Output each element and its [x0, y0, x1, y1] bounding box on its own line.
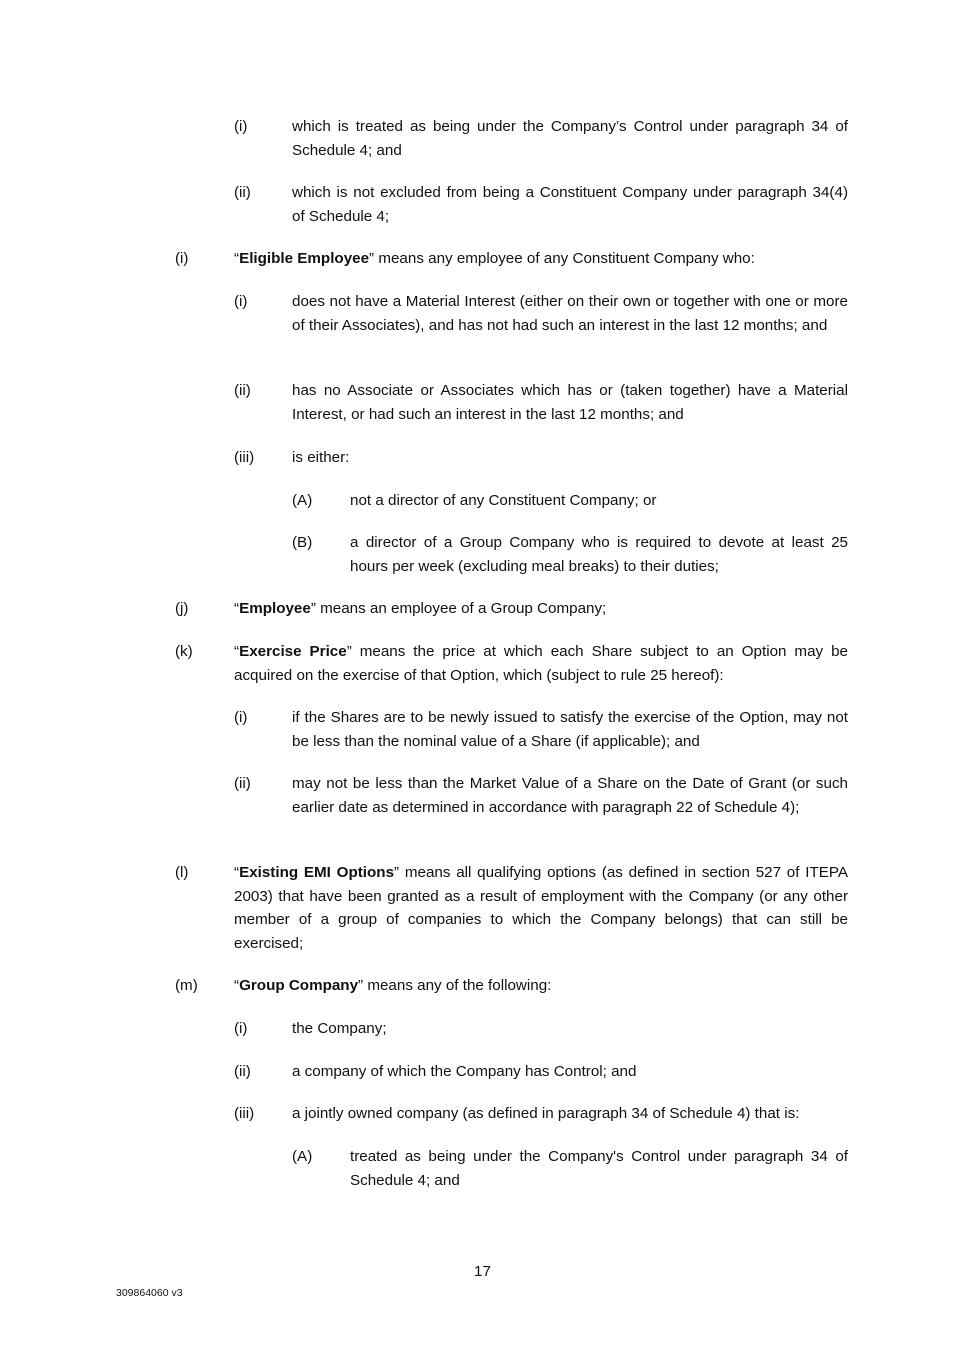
subclause-item: [0, 531, 965, 578]
clause-number: (iii): [234, 1105, 255, 1122]
definition-item: [0, 640, 965, 687]
subclause-item: [0, 1145, 965, 1192]
clause-text: may not be less than the Market Value of a Share on the Date of Grant (or such earlier date as determined in accordance with paragraph 22 of Schedule 4);: [292, 775, 848, 816]
clause-number: (A): [292, 492, 313, 509]
clause-text: which is not excluded from being a Constituent Company under paragraph 34(4) of Schedule 4;: [292, 184, 848, 225]
clause-text: treated as being under the Company's Control under paragraph 34 of Schedule 4; and: [350, 1148, 848, 1189]
clause-number: (i): [234, 1020, 248, 1037]
clause-item: [0, 1060, 965, 1084]
clause-text: a director of a Group Company who is required to devote at least 25 hours per week (excluding meal breaks) to their duties;: [350, 534, 848, 575]
clause-item: [0, 115, 965, 162]
definition-text: [234, 974, 848, 998]
definition-item: [0, 974, 965, 998]
clause-text: a jointly owned company (as defined in paragraph 34 of Schedule 4) that is:: [292, 1105, 800, 1122]
clause-number: (ii): [234, 382, 251, 399]
defined-term: Existing EMI Options: [239, 864, 395, 881]
clause-item: [0, 290, 965, 337]
definition-body: ” means the price at which each Share subject to an Option may be acquired on the exercise of that Option, which (subject to rule 25 hereof):: [234, 643, 848, 684]
clause-item: [0, 772, 965, 819]
clause-number: (k): [175, 643, 193, 660]
definition-body: ” means an employee of a Group Company;: [310, 600, 607, 617]
definition-text: [234, 861, 848, 955]
clause-number: (j): [175, 600, 189, 617]
clause-number: (ii): [234, 1063, 251, 1080]
definition-text: [234, 597, 848, 621]
clause-number: (i): [234, 118, 248, 135]
definition-text: [234, 640, 848, 687]
defined-term: Eligible Employee: [239, 250, 370, 267]
subclause-item: [0, 489, 965, 513]
clause-text: if the Shares are to be newly issued to satisfy the exercise of the Option, may not be less than the nominal value of a Share (if applicable); and: [292, 709, 848, 750]
clause-text: a company of which the Company has Control; and: [292, 1063, 637, 1080]
defined-term: Employee: [239, 600, 311, 617]
clause-number: (m): [175, 977, 198, 994]
definition-text: [234, 247, 848, 271]
definition-item: [0, 247, 965, 271]
clause-number: (i): [234, 709, 248, 726]
clause-item: [0, 1102, 965, 1126]
clause-number: (A): [292, 1148, 313, 1165]
open-quote: “: [234, 643, 240, 660]
definition-body: ” means all qualifying options (as defined in section 527 of ITEPA 2003) that have been granted as a result of employment with the Company (or any other member of a group of companies to which the Company belongs) that can still be exercised;: [234, 864, 848, 952]
open-quote: “: [234, 977, 240, 994]
clause-text: is either:: [292, 449, 350, 466]
clause-item: [0, 181, 965, 228]
defined-term: Group Company: [239, 977, 359, 994]
clause-number: (B): [292, 534, 313, 551]
open-quote: “: [234, 864, 240, 881]
clause-text: has no Associate or Associates which has or (taken together) have a Material Interest, or had such an interest in the last 12 months; and: [292, 382, 848, 423]
clause-number: (ii): [234, 184, 251, 201]
clause-text: the Company;: [292, 1020, 387, 1037]
clause-text: not a director of any Constituent Company; or: [350, 492, 657, 509]
clause-number: (ii): [234, 775, 251, 792]
clause-item: [0, 706, 965, 753]
clause-number: (i): [234, 293, 248, 310]
clause-number: (i): [175, 250, 189, 267]
clause-item: [0, 446, 965, 470]
clause-number: (iii): [234, 449, 255, 466]
document-reference: 309864060 v3: [116, 1287, 183, 1299]
clause-text: does not have a Material Interest (either on their own or together with one or more of their Associates), and has not had such an interest in the last 12 months; and: [292, 293, 848, 334]
defined-term: Exercise Price: [239, 643, 347, 660]
definition-body: ” means any employee of any Constituent Company who:: [369, 250, 755, 267]
clause-item: [0, 1017, 965, 1041]
open-quote: “: [234, 600, 240, 617]
definition-item: [0, 597, 965, 621]
clause-item: [0, 379, 965, 426]
definition-body: ” means any of the following:: [358, 977, 552, 994]
definition-item: [0, 861, 965, 955]
open-quote: “: [234, 250, 240, 267]
clause-text: which is treated as being under the Company’s Control under paragraph 34 of Schedule 4; and: [292, 118, 848, 159]
page-number: 17: [474, 1263, 491, 1280]
clause-number: (l): [175, 864, 189, 881]
